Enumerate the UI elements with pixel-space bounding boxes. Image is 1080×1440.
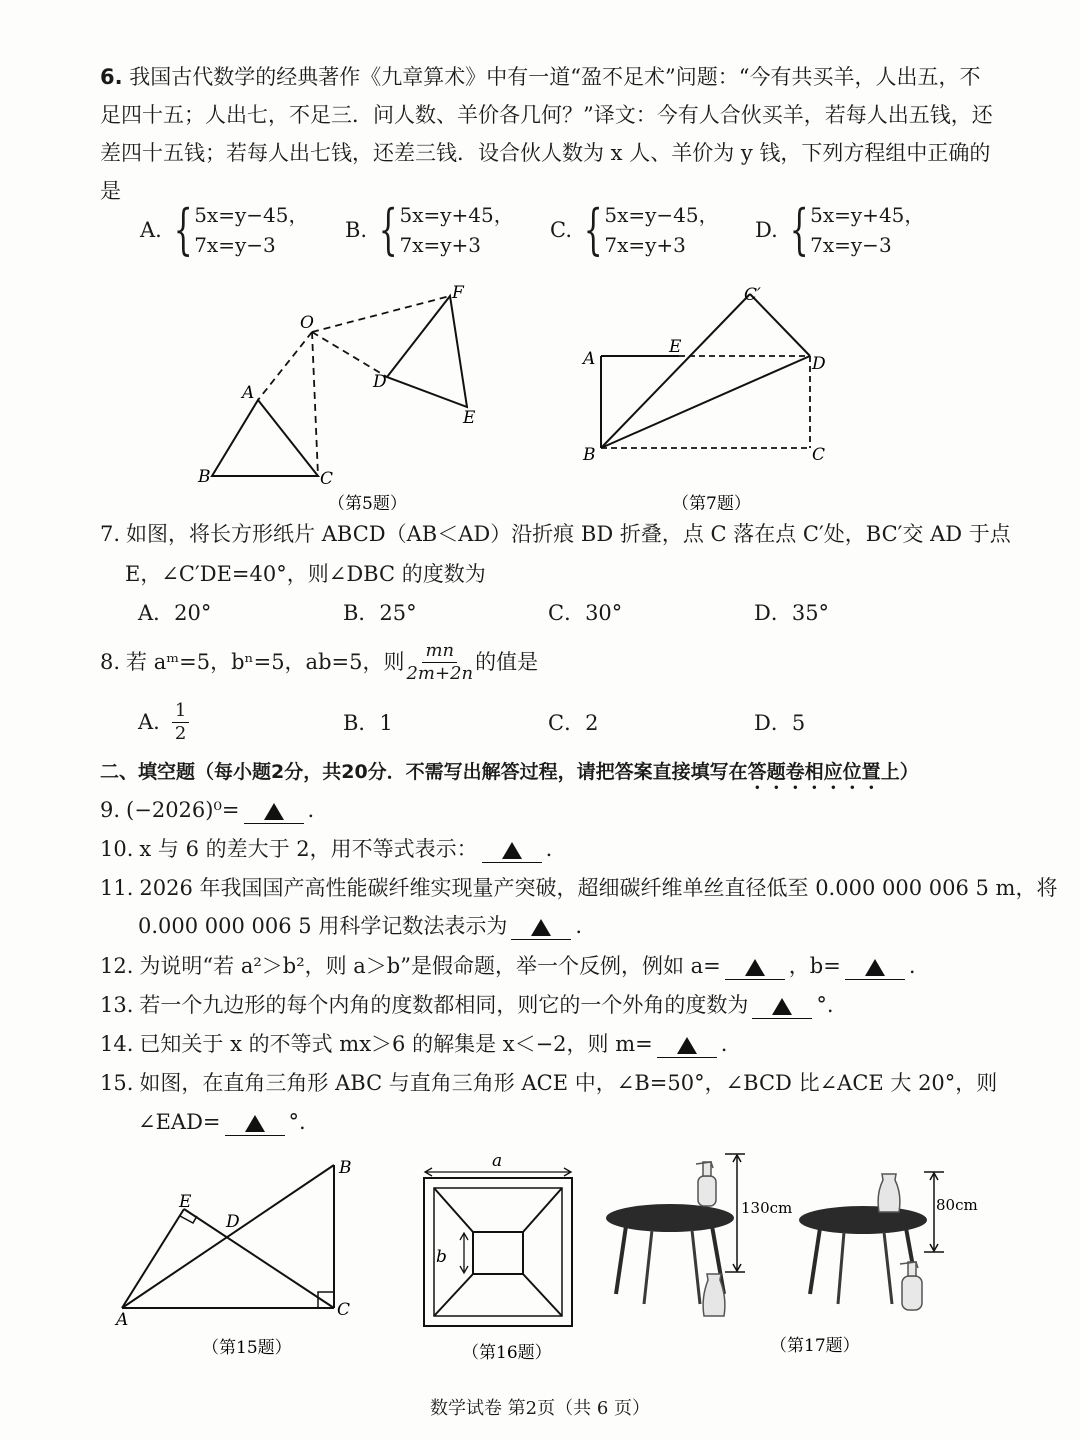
figure-17 — [600, 1148, 1000, 1363]
q8-option-a: A. $\frac{1}{2}$ — [138, 698, 191, 746]
figure-15 — [108, 1155, 368, 1365]
answer-blank[interactable] — [225, 1112, 285, 1136]
label-a: A — [242, 383, 255, 403]
triangle-icon — [677, 1037, 697, 1054]
figure-16 — [412, 1150, 587, 1370]
label-e: E — [463, 408, 476, 428]
caption-fig17: （第17题） — [770, 1336, 860, 1356]
vase-icon — [878, 1174, 900, 1212]
option-d: D. { 5x=y+45， 7x=y−3 — [755, 198, 925, 261]
answer-blank[interactable] — [511, 916, 571, 940]
question-text: 我国古代数学的经典著作《九章算术》中有一道“盈不足术”问题：“今有共买羊，人出五，不足四十五；人出七，不足三．问人数、羊价各几何？”译文：今有人合伙买羊，若每人出五钱，还差四十五钱；若每人出七钱，还差三钱．设合伙人数为 x 人、羊价为 y 钱，下列方程组中正确的是 — [100, 65, 993, 203]
option-c: C. { 5x=y−45， 7x=y+3 — [550, 198, 719, 261]
question-14: 14. 已知关于 x 的不等式 mx＞6 的解集是 x＜−2，则 m= . — [100, 1032, 728, 1056]
label-c: C — [320, 469, 334, 489]
label-e: E — [669, 337, 682, 357]
caption-fig7: （第7题） — [672, 494, 751, 510]
triangle-icon — [245, 1115, 265, 1132]
spray-bottle-icon — [900, 1262, 922, 1310]
question-7-line2: E，∠C′DE=40°，则∠DBC 的度数为 — [125, 562, 486, 586]
question-7-line1: 7. 如图，将长方形纸片 ABCD（AB＜AD）沿折痕 BD 折叠，点 C 落在点 C′处，BC′交 AD 于点 — [100, 522, 1011, 546]
triangle-icon — [745, 959, 765, 976]
caption-fig16: （第16题） — [462, 1343, 552, 1363]
question-11-line2: 0.000 000 006 5 用科学记数法表示为 . — [138, 914, 583, 938]
triangle-icon — [772, 998, 792, 1015]
height-130: 130cm — [741, 1199, 793, 1217]
question-8: 8. 若 aᵐ=5，bⁿ=5，ab=5，则 $\frac{mn}{2m+2n}$ 的值是 — [100, 639, 539, 684]
triangle-icon — [502, 842, 522, 859]
question-number: 6. — [100, 65, 123, 89]
option-b: B. { 5x=y+45， 7x=y+3 — [345, 198, 514, 261]
fraction-mn: $\frac{mn}{2m+2n}$ — [406, 639, 474, 684]
label-b: B — [339, 1158, 352, 1178]
q8-option-d: D．5 — [754, 711, 806, 735]
figure-7 — [575, 280, 845, 510]
q8-option-c: C．2 — [548, 711, 599, 735]
triangle-icon — [264, 803, 284, 820]
q7-option-d: D．35° — [754, 601, 830, 625]
label-d: D — [812, 354, 826, 374]
question-9: 9. (−2026)⁰= . — [100, 798, 315, 822]
label-a: a — [492, 1151, 503, 1171]
label-o: O — [300, 313, 314, 333]
question-12: 12. 为说明“若 a²＞b²，则 a＞b”是假命题，举一个反例，例如 a= ，b= . — [100, 954, 916, 978]
section-2-title: 二、填空题（每小题2分，共20分．不需写出解答过程，请把答案直接填写在答题卷相应位置上） — [100, 761, 919, 783]
answer-blank[interactable] — [482, 839, 542, 863]
label-a: A — [583, 349, 596, 369]
q7-option-b: B．25° — [343, 601, 417, 625]
option-a: A. { 5x=y−45， 7x=y−3 — [140, 198, 309, 261]
label-a: A — [116, 1310, 129, 1330]
question-10: 10. x 与 6 的差大于 2，用不等式表示： . — [100, 837, 553, 861]
answer-blank[interactable] — [752, 995, 812, 1019]
label-f: F — [452, 283, 464, 303]
spray-bottle-icon — [696, 1162, 716, 1206]
label-e: E — [179, 1192, 192, 1212]
figure-5 — [180, 280, 510, 510]
answer-blank[interactable] — [657, 1034, 717, 1058]
label-b: B — [583, 445, 596, 465]
question-15-line1: 15. 如图，在直角三角形 ABC 与直角三角形 ACE 中，∠B=50°，∠BCD 比∠ACE 大 20°，则 — [100, 1071, 998, 1095]
label-c-prime: C′ — [744, 285, 761, 305]
triangle-icon — [531, 919, 551, 936]
question-13: 13. 若一个九边形的每个内角的度数都相同，则它的一个外角的度数为 °. — [100, 993, 834, 1017]
q7-option-a: A．20° — [138, 601, 212, 625]
question-15-line2: ∠EAD= °. — [138, 1110, 306, 1134]
caption-fig15: （第15题） — [202, 1338, 292, 1358]
q8-option-b: B．1 — [343, 711, 393, 735]
label-c: C — [337, 1300, 351, 1320]
caption-fig5: （第5题） — [328, 494, 407, 510]
label-b: b — [436, 1247, 447, 1267]
label-d: D — [226, 1212, 240, 1232]
page-footer: 数学试卷 第2页（共 6 页） — [429, 1398, 651, 1419]
answer-blank-b[interactable] — [845, 956, 905, 980]
answer-blank-a[interactable] — [725, 956, 785, 980]
q7-option-c: C．30° — [548, 601, 623, 625]
question-6 — [100, 58, 1000, 210]
label-c: C — [812, 445, 826, 465]
label-b: B — [198, 467, 211, 487]
triangle-icon — [865, 959, 885, 976]
height-80: 80cm — [936, 1196, 978, 1214]
label-d: D — [373, 372, 387, 392]
answer-blank[interactable] — [244, 800, 304, 824]
question-11-line1: 11. 2026 年我国国产高性能碳纤维实现量产突破，超细碳纤维单丝直径低至 0.000 000 006 5 m，将 — [100, 876, 1058, 900]
